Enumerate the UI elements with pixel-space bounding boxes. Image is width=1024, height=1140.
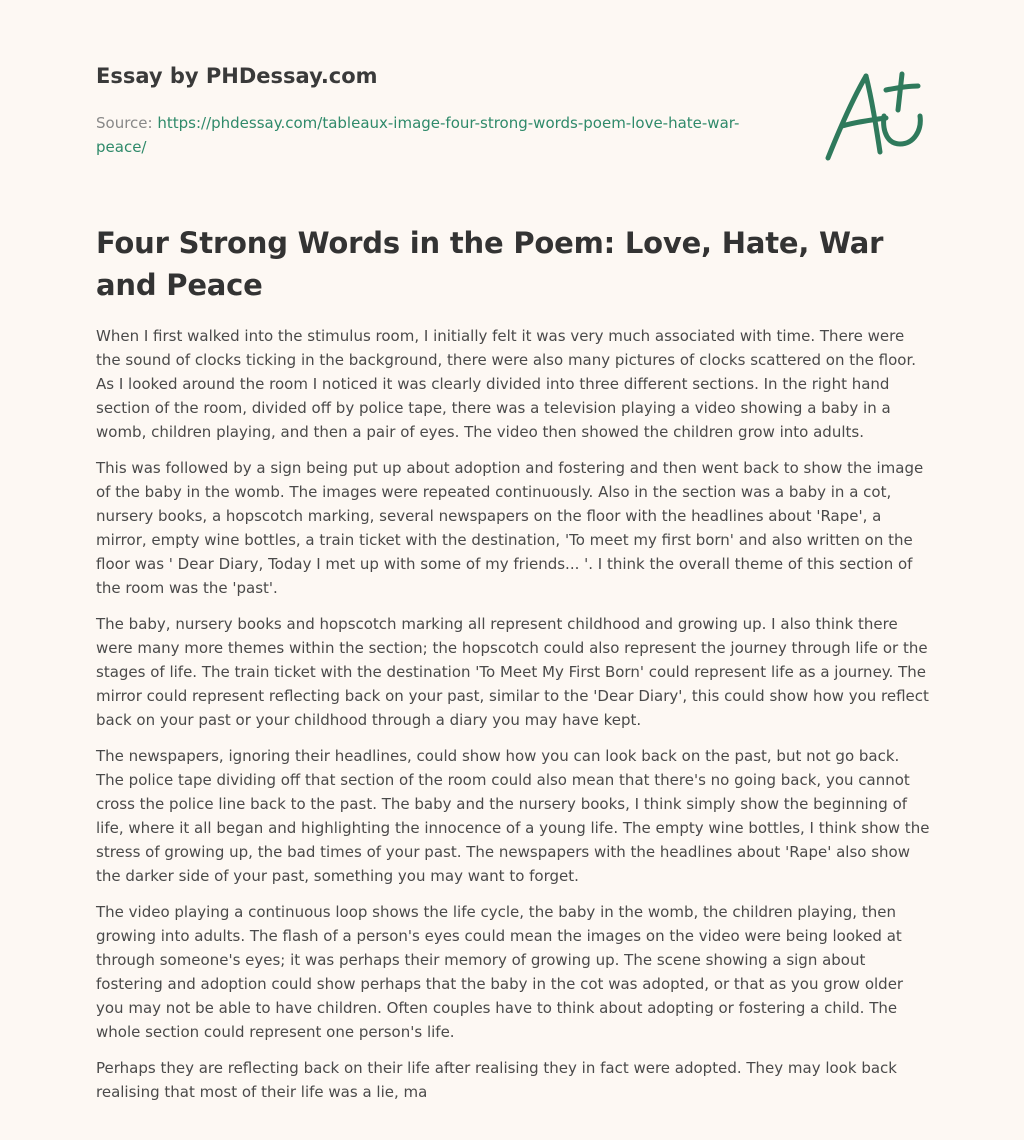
essay-title: Four Strong Words in the Poem: Love, Hate, War and Peace bbox=[96, 226, 884, 302]
essay-paragraph: This was followed by a sign being put up about adoption and fostering and then went back to show the image of the baby in the womb. The images were repeated continuously. Also in the section was a baby in a cot, nursery books, a hopscotch marking, several newspapers on the floor with the headlines about 'Rape', a mirror, empty wine bottles, a train ticket with the destination, 'To meet my first born' and also written on the floor was ' Dear Diary, Today I met up with some of my friends... '. I think the overall theme of this section of the room was the 'past'. bbox=[96, 459, 924, 597]
essay-paragraph: When I first walked into the stimulus room, I initially felt it was very much associated with time. There were the sound of clocks ticking in the background, there were also many pictures of clocks scattered on the floor. As I looked around the room I noticed it was clearly divided into three different sections. In the right hand section of the room, divided off by police tape, there was a television playing a video showing a baby in a womb, children playing, and then a pair of eyes. The video then showed the children grow into adults. bbox=[96, 327, 917, 441]
essay-paragraph: The video playing a continuous loop shows the life cycle, the baby in the womb, the children playing, then growing into adults. The flash of a person's eyes could mean the images on the video were being looked at through someone's eyes; it was perhaps their memory of growing up. The scene showing a sign about fostering and adoption could show perhaps that the baby in the cot was adopted, or that as you grow older you may not be able to have children. Often couples have to think about adopting or fostering a child. The whole section could represent one person's life. bbox=[96, 903, 904, 1041]
brand-title: Essay by PHDessay.com bbox=[96, 64, 378, 88]
a-plus-grade-icon bbox=[822, 66, 928, 166]
source-line bbox=[96, 111, 776, 159]
source-link[interactable]: https://phdessay.com/tableaux-image-four-strong-words-poem-love-hate-war-peace/ bbox=[96, 114, 740, 156]
source-label: Source: bbox=[96, 114, 153, 132]
essay-paragraph: The newspapers, ignoring their headlines, could show how you can look back on the past, but not go back. The police tape dividing off that section of the room could also mean that there's no going back, you cannot cross the police line back to the past. The baby and the nursery books, I think simply show the beginning of life, where it all began and highlighting the innocence of a young life. The empty wine bottles, I think show the stress of growing up, the bad times of your past. The newspapers with the headlines about 'Rape' also show the darker side of your past, something you may want to forget. bbox=[96, 747, 930, 885]
essay-body bbox=[96, 324, 930, 1116]
essay-paragraph: Perhaps they are reflecting back on their life after realising they in fact were adopted. They may look back realising that most of their life was a lie, ma bbox=[96, 1059, 897, 1101]
essay-paragraph: The baby, nursery books and hopscotch marking all represent childhood and growing up. I also think there were many more themes within the section; the hopscotch could also represent the journey through life or the stages of life. The train ticket with the destination 'To Meet My First Born' could represent life as a journey. The mirror could represent reflecting back on your past, similar to the 'Dear Diary', this could show how you reflect back on your past or your childhood through a diary you may have kept. bbox=[96, 615, 929, 729]
